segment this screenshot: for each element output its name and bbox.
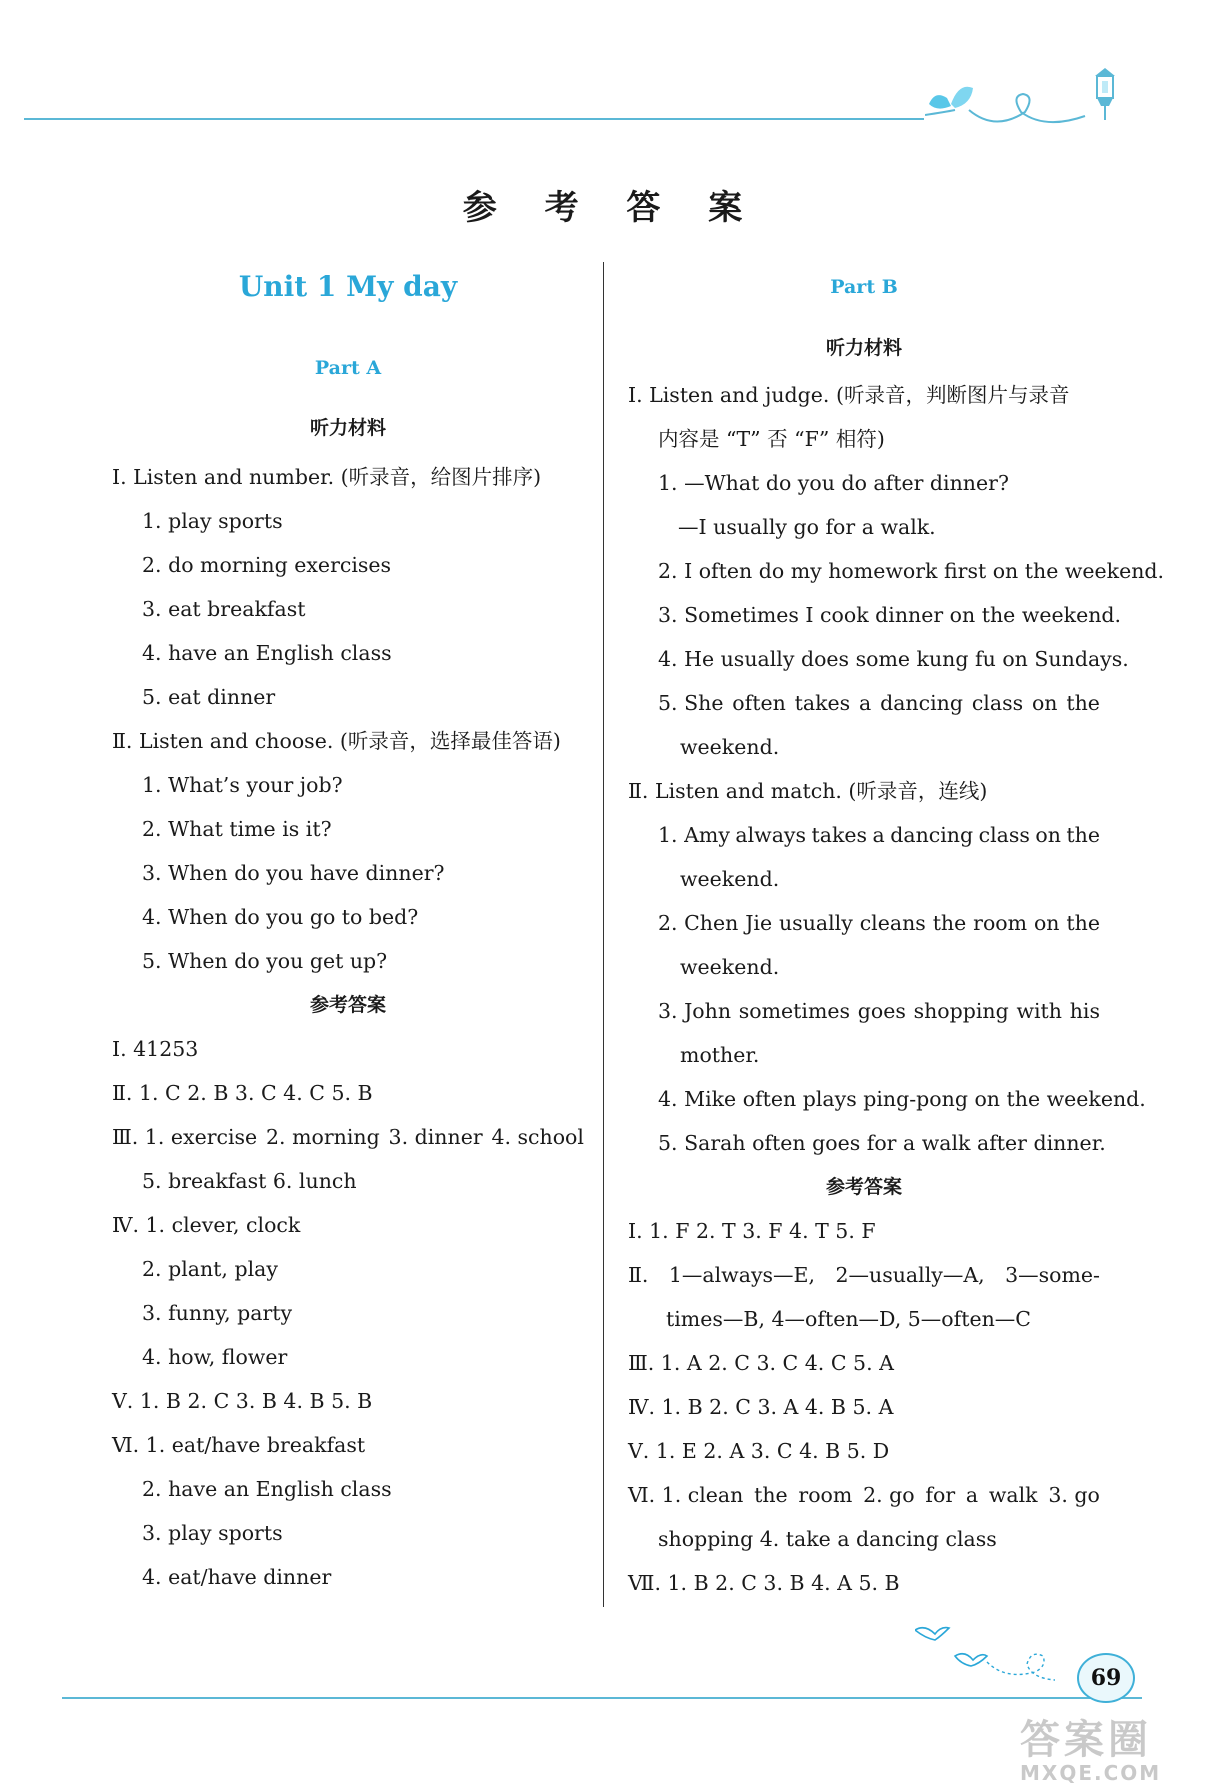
word: goes bbox=[857, 999, 906, 1023]
word: dancing bbox=[890, 823, 974, 847]
word: dancing bbox=[880, 691, 963, 715]
word: the bbox=[1066, 911, 1100, 935]
part-b-title: Part B bbox=[830, 276, 898, 298]
word: cleans bbox=[859, 911, 926, 935]
answer-2-part: 2—usually—A, bbox=[835, 1263, 985, 1287]
answer-2-part: Ⅱ. bbox=[628, 1263, 649, 1287]
column-divider bbox=[603, 262, 604, 1607]
answer-5: Ⅴ. 1. B 2. C 3. B 4. B 5. B bbox=[112, 1389, 373, 1413]
word: class bbox=[971, 691, 1024, 715]
word: room bbox=[798, 1483, 853, 1507]
word: 3. John bbox=[658, 999, 732, 1023]
section-1-heading: Ⅰ. Listen and judge. (听录音，判断图片与录音 bbox=[628, 383, 1070, 407]
answers-title: 参考答案 bbox=[309, 994, 386, 1016]
list-item: 3. eat breakfast bbox=[142, 597, 306, 621]
answer-6-line-2: shopping 4. take a dancing class bbox=[658, 1527, 997, 1551]
answer-3-line-1 bbox=[112, 1122, 584, 1152]
answer-2-part: 1—always—E, bbox=[668, 1263, 816, 1287]
answer-1: Ⅰ. 41253 bbox=[112, 1037, 199, 1061]
list-item: 5. eat dinner bbox=[142, 685, 276, 709]
listening-title: 听力材料 bbox=[825, 337, 902, 359]
word: walk bbox=[988, 1483, 1038, 1507]
word: for bbox=[925, 1483, 956, 1507]
list-item-cont: weekend. bbox=[680, 735, 780, 759]
list-item: 1. What’s your job? bbox=[142, 773, 343, 797]
word: Jie bbox=[745, 911, 773, 935]
section-1-heading: Ⅰ. Listen and number. (听录音，给图片排序) bbox=[112, 465, 542, 489]
word: a bbox=[872, 823, 885, 847]
answer-3-line-2: 5. breakfast 6. lunch bbox=[142, 1169, 357, 1193]
unit-title: Unit 1 My day bbox=[238, 270, 458, 303]
word: on bbox=[1033, 911, 1060, 935]
answer-5: Ⅴ. 1. E 2. A 3. C 4. B 5. D bbox=[628, 1439, 890, 1463]
word: class bbox=[978, 823, 1030, 847]
list-item: 2. What time is it? bbox=[142, 817, 332, 841]
page-title: 参 考 答 案 bbox=[462, 188, 761, 228]
list-item: 1. play sports bbox=[142, 509, 283, 533]
word: 2. go bbox=[863, 1483, 915, 1507]
answer-6-line: 3. play sports bbox=[142, 1521, 283, 1545]
word: sometimes bbox=[738, 999, 851, 1023]
list-item bbox=[658, 688, 1100, 718]
word: the bbox=[754, 1483, 788, 1507]
list-item-cont: weekend. bbox=[680, 955, 780, 979]
answer-4: Ⅳ. 1. B 2. C 3. A 4. B 5. A bbox=[628, 1395, 894, 1419]
header-rule bbox=[24, 118, 924, 120]
list-item: 4. He usually does some kung fu on Sundays. bbox=[658, 647, 1129, 671]
list-item: 3. Sometimes I cook dinner on the weekend. bbox=[658, 603, 1122, 627]
word: 5. She bbox=[658, 691, 724, 715]
answer-2: Ⅱ. 1. C 2. B 3. C 4. C 5. B bbox=[112, 1081, 373, 1105]
listening-title: 听力材料 bbox=[309, 417, 386, 439]
word: the bbox=[932, 911, 967, 935]
answer-1: Ⅰ. 1. F 2. T 3. F 4. T 5. F bbox=[628, 1219, 876, 1243]
answer-7: Ⅶ. 1. B 2. C 3. B 4. A 5. B bbox=[628, 1571, 900, 1595]
list-item: 4. have an English class bbox=[142, 641, 392, 665]
section-2-heading: Ⅱ. Listen and choose. (听录音，选择最佳答语) bbox=[112, 729, 561, 753]
word: a bbox=[965, 1483, 979, 1507]
bird-flourish-decoration-icon bbox=[915, 1620, 1055, 1700]
answer-2-part: 3—some- bbox=[1005, 1263, 1100, 1287]
list-item: 1. —What do you do after dinner? bbox=[658, 471, 1009, 495]
list-item bbox=[658, 996, 1100, 1026]
word: shopping bbox=[913, 999, 1009, 1023]
word: his bbox=[1069, 999, 1100, 1023]
answer-4-line: 3. funny, party bbox=[142, 1301, 293, 1325]
word: on bbox=[1035, 823, 1061, 847]
answer-3-part: 2. morning bbox=[266, 1125, 380, 1149]
page-number: 69 bbox=[1077, 1653, 1135, 1703]
section-1-heading-cont: 内容是 “T” 否 “F” 相符) bbox=[658, 427, 885, 451]
word: 3. go bbox=[1048, 1483, 1100, 1507]
answer-6-line: 4. eat/have dinner bbox=[142, 1565, 332, 1589]
word: Ⅵ. 1. clean bbox=[628, 1483, 744, 1507]
answer-3-part: 3. dinner bbox=[388, 1125, 483, 1149]
word: 2. Chen bbox=[658, 911, 739, 935]
answer-4-line: 4. how, flower bbox=[142, 1345, 288, 1369]
list-item: 5. Sarah often goes for a walk after dinner. bbox=[658, 1131, 1106, 1155]
word: 1. Amy bbox=[658, 823, 730, 847]
word: the bbox=[1066, 691, 1100, 715]
word: often bbox=[732, 691, 786, 715]
word: a bbox=[859, 691, 872, 715]
answer-3-part: Ⅲ. 1. exercise bbox=[112, 1125, 258, 1149]
list-item: 2. I often do my homework first on the weekend. bbox=[658, 559, 1165, 583]
word: usually bbox=[778, 911, 853, 935]
word: on bbox=[1031, 691, 1058, 715]
word: the bbox=[1066, 823, 1100, 847]
answer-2-line-2: times—B, 4—often—D, 5—often—C bbox=[666, 1307, 1031, 1331]
answer-6-line-1 bbox=[628, 1480, 1100, 1510]
answer-3-part: 4. school bbox=[491, 1125, 584, 1149]
word: takes bbox=[811, 823, 868, 847]
word: with bbox=[1016, 999, 1062, 1023]
butterfly-lamp-decoration-icon bbox=[925, 60, 1135, 140]
list-item: 5. When do you get up? bbox=[142, 949, 388, 973]
list-item bbox=[658, 908, 1100, 938]
answer-4-line: 2. plant, play bbox=[142, 1257, 278, 1281]
answers-title: 参考答案 bbox=[825, 1176, 902, 1198]
list-item-cont: weekend. bbox=[680, 867, 780, 891]
word: always bbox=[735, 823, 807, 847]
watermark-url: MXQE.COM bbox=[1020, 1761, 1162, 1785]
lamp-icon bbox=[1095, 68, 1115, 120]
list-item: 2. do morning exercises bbox=[142, 553, 392, 577]
part-a-title: Part A bbox=[314, 357, 382, 379]
watermark-logo bbox=[1020, 1718, 1220, 1788]
list-item: 4. When do you go to bed? bbox=[142, 905, 419, 929]
answer-2-line-1 bbox=[628, 1260, 1100, 1290]
answer-4-line: Ⅳ. 1. clever, clock bbox=[112, 1213, 301, 1237]
section-2-heading: Ⅱ. Listen and match. (听录音，连线) bbox=[628, 779, 988, 803]
list-item bbox=[658, 820, 1100, 850]
list-item: 3. When do you have dinner? bbox=[142, 861, 445, 885]
list-item-cont: mother. bbox=[680, 1043, 760, 1067]
list-item: —I usually go for a walk. bbox=[678, 515, 936, 539]
word: takes bbox=[794, 691, 851, 715]
answer-6-line: 2. have an English class bbox=[142, 1477, 392, 1501]
list-item: 4. Mike often plays ping-pong on the weekend. bbox=[658, 1087, 1146, 1111]
watermark-text: 答案圈 bbox=[1020, 1717, 1152, 1763]
answer-6-line: Ⅵ. 1. eat/have breakfast bbox=[112, 1433, 366, 1457]
word: room bbox=[973, 911, 1028, 935]
answer-3: Ⅲ. 1. A 2. C 3. C 4. C 5. A bbox=[628, 1351, 894, 1375]
